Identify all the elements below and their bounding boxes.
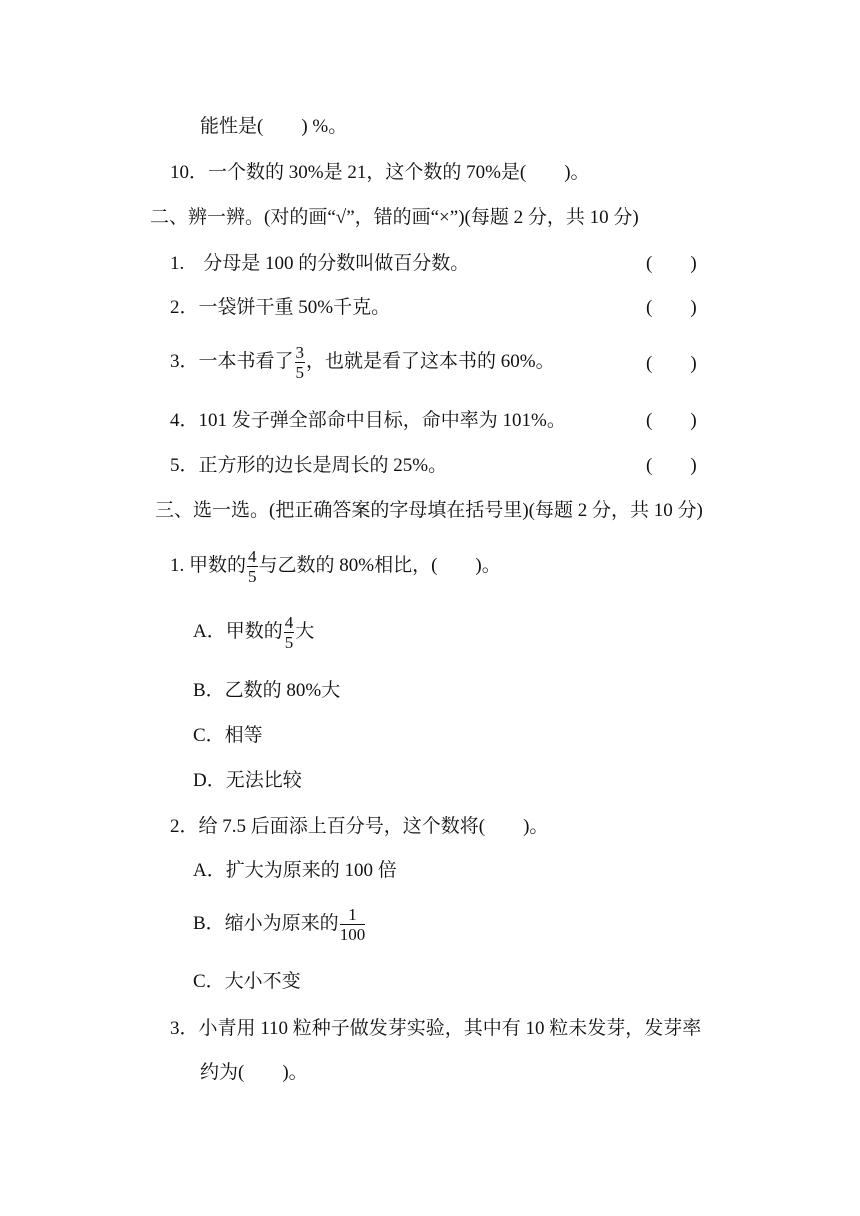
section-2-heading: 二、辨一辨。(对的画“√”，错的画“×”)(每题 2 分，共 10 分) <box>150 207 639 228</box>
fraction-numerator: 4 <box>248 547 257 567</box>
choice-question-3-line-1: 3．小青用 110 粒种子做发芽实验，其中有 10 粒未发芽，发芽率 <box>170 1018 702 1039</box>
judge-item-5: 5．正方形的边长是周长的 25%。 <box>170 455 448 476</box>
fraction-three-fifths <box>295 343 306 382</box>
choice-question-1-text-a: 1. 甲数的 <box>170 555 247 576</box>
q2-option-b-text: B．缩小为原来的 <box>193 913 339 934</box>
q1-option-c: C．相等 <box>193 725 263 746</box>
judge-item-1: 1. 分母是 100 的分数叫做百分数。 <box>170 253 470 274</box>
question-10: 10．一个数的 30%是 21，这个数的 70%是( )。 <box>170 162 590 183</box>
section-3-heading: 三、选一选。(把正确答案的字母填在括号里)(每题 2 分，共 10 分) <box>155 500 703 521</box>
fraction-denominator: 5 <box>284 633 294 653</box>
fraction-numerator: 3 <box>295 343 305 363</box>
answer-blank-3: ( ) <box>646 353 697 374</box>
fraction-numerator: 4 <box>284 613 294 633</box>
q2-option-a: A．扩大为原来的 100 倍 <box>193 860 397 881</box>
choice-question-1 <box>170 546 501 586</box>
judge-item-3 <box>170 342 555 382</box>
fraction-four-fifths <box>284 613 295 652</box>
fraction-one-hundredth <box>340 905 366 944</box>
choice-question-1-text-b: 与乙数的 80%相比，( )。 <box>258 555 501 576</box>
q1-option-d: D．无法比较 <box>193 770 302 791</box>
judge-item-3-text-b: ，也就是看了这本书的 60%。 <box>306 351 555 372</box>
answer-blank-4: ( ) <box>646 410 697 431</box>
judge-item-4: 4．101 发子弹全部命中目标，命中率为 101%。 <box>170 410 566 431</box>
q1-option-a-tail: 大 <box>295 621 315 642</box>
fraction-denominator: 5 <box>295 363 305 383</box>
fraction-denominator: 5 <box>248 567 257 587</box>
fraction-denominator: 100 <box>339 925 366 945</box>
q1-option-a-text: A．甲数的 <box>193 621 283 642</box>
judge-item-2: 2．一袋饼干重 50%千克。 <box>170 297 391 318</box>
q1-option-a <box>193 612 314 652</box>
choice-question-2: 2．给 7.5 后面添上百分号，这个数将( )。 <box>170 816 549 837</box>
answer-blank-1: ( ) <box>646 253 697 274</box>
question-9-continuation: 能性是( ) %。 <box>200 116 348 137</box>
fraction-four-fifths <box>247 547 258 586</box>
q2-option-c: C．大小不变 <box>193 971 301 992</box>
q1-option-b: B．乙数的 80%大 <box>193 680 341 701</box>
choice-question-3-line-2: 约为( )。 <box>200 1062 308 1083</box>
judge-item-3-text-a: 3．一本书看了 <box>170 351 294 372</box>
q2-option-b <box>193 902 366 946</box>
answer-blank-2: ( ) <box>646 297 697 318</box>
fraction-numerator: 1 <box>340 905 366 925</box>
answer-blank-5: ( ) <box>646 455 697 476</box>
